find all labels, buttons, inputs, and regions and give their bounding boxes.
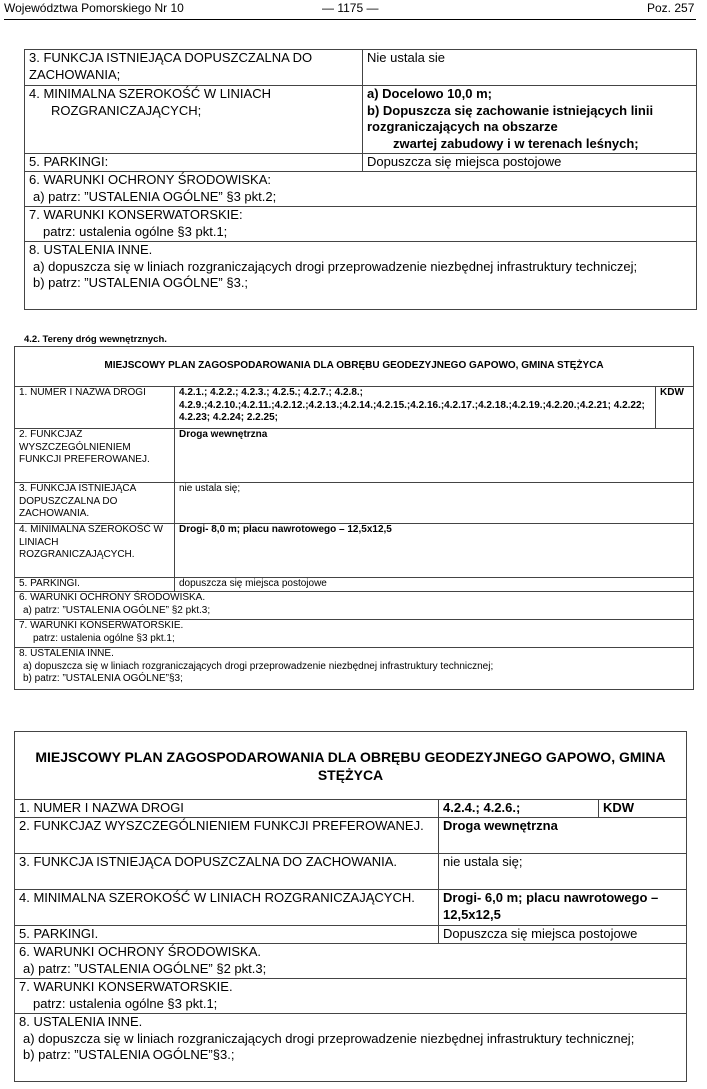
t2-row6-line2: a) patrz: ”USTALENIA OGÓLNE” §2 pkt.3; <box>23 604 211 616</box>
t2-row6-line1: 6. WARUNKI OCHRONY ŚRODOWISKA. <box>19 592 206 603</box>
t3-row2-label: 2. FUNKCJAZ WYSZCZEGÓLNIENIEM FUNKCJI PREFEROWANEJ. <box>15 818 439 854</box>
t3-row2-value: Droga wewnętrzna <box>439 818 687 854</box>
t2-row6 <box>15 592 694 620</box>
row3-label: 3. FUNKCJA ISTNIEJĄCA DOPUSZCZALNA DO ZACHOWANIA; <box>25 50 363 86</box>
road-table-3 <box>14 731 687 1082</box>
t3-row8 <box>15 1014 687 1082</box>
t3-row8-line1: 8. USTALENIA INNE. <box>19 1014 143 1029</box>
row6-line2: a) patrz: ”USTALENIA OGÓLNE” §3 pkt.2; <box>33 188 277 204</box>
row5-value: Dopuszcza się miejsca postojowe <box>363 154 697 172</box>
table3-title: MIEJSCOWY PLAN ZAGOSPODAROWANIA DLA OBRĘBU GEODEZYJNEGO GAPOWO, GMINA STĘŻYCA <box>15 732 687 800</box>
row4-label-line2: ROZGRANICZAJĄCYCH; <box>51 102 202 118</box>
t3-row7 <box>15 979 687 1014</box>
table2-title: MIEJSCOWY PLAN ZAGOSPODAROWANIA DLA OBRĘBU GEODEZYJNEGO GAPOWO, GMINA STĘŻYCA <box>15 347 694 387</box>
t2-row8-line1: 8. USTALENIA INNE. <box>19 648 114 659</box>
section-caption: 4.2. Tereny dróg wewnętrznych. <box>24 334 167 345</box>
t2-row1-label: 1. NUMER I NAZWA DROGI <box>15 387 175 429</box>
t3-row6-line1: 6. WARUNKI OCHRONY ŚRODOWISKA. <box>19 944 261 959</box>
position-number: Poz. 257 <box>647 1 695 15</box>
t2-row1-value: 4.2.1.; 4.2.2.; 4.2.3.; 4.2.5.; 4.2.7.; 4.2.8.; 4.2.9.;4.2.10.;4.2.11.;4.2.12.;4.2.13.;4.2.14.;4.2.15.;4.2.16.;4.2.17.;4.2.18.;4.2.19.;4.2.20.;4.2.21; 4.2.22; 4.2.23; 4.2.24; 2.2.25; <box>175 387 656 429</box>
t2-row4-label: 4. MINIMALNA SZEROKOŚĆ W LINIACH ROZGRANICZAJĄCYCH. <box>15 524 175 578</box>
row8-line3: b) patrz: ”USTALENIA OGÓLNE” §3.; <box>33 275 249 290</box>
t3-row7-line1: 7. WARUNKI KONSERWATORSKIE. <box>19 979 233 994</box>
row4-value-b: b) Dopuszcza się zachowanie istniejących linii rozgraniczających na obszarze <box>367 102 654 134</box>
t3-row4-label: 4. MINIMALNA SZEROKOŚĆ W LINIACH ROZGRANICZAJĄCYCH. <box>15 890 439 926</box>
t3-row6 <box>15 944 687 979</box>
row4-label <box>25 86 363 154</box>
row4-value-a: a) Docelowo 10,0 m; <box>367 86 492 101</box>
journal-name: Województwa Pomorskiego Nr 10 <box>4 1 184 15</box>
row4-value-c: zwartej zabudowy i w terenach leśnych; <box>393 135 639 151</box>
t2-row4-value: Drogi- 8,0 m; placu nawrotowego – 12,5x12,5 <box>175 524 694 578</box>
t3-row4-value: Drogi- 6,0 m; placu nawrotowego – 12,5x12,5 <box>439 890 687 926</box>
header-rule <box>4 19 696 20</box>
t2-row5-label: 5. PARKINGI. <box>15 578 175 592</box>
t3-row5-label: 5. PARKINGI. <box>15 926 439 944</box>
t3-row6-line2: a) patrz: ”USTALENIA OGÓLNE” §2 pkt.3; <box>23 960 267 976</box>
row6-line1: 6. WARUNKI OCHRONY ŚRODOWISKA: <box>29 172 271 187</box>
row4-label-line1: 4. MINIMALNA SZEROKOŚĆ W LINIACH <box>29 86 271 101</box>
t2-row8 <box>15 648 694 690</box>
t3-row3-value: nie ustala się; <box>439 854 687 890</box>
t3-row1-value: 4.2.4.; 4.2.6.; <box>439 800 599 818</box>
t2-row8-line2: a) dopuszcza się w liniach rozgraniczających drogi przeprowadzenie niezbędnej infrastruktury technicznej; <box>23 660 494 672</box>
row7-line1: 7. WARUNKI KONSERWATORSKIE: <box>29 207 243 222</box>
page-number: — 1175 — <box>322 1 379 15</box>
t3-row3-label: 3. FUNKCJA ISTNIEJĄCA DOPUSZCZALNA DO ZACHOWANIA. <box>15 854 439 890</box>
t2-row2-value: Droga wewnętrzna <box>175 429 694 483</box>
t2-row8-line3: b) patrz: ”USTALENIA OGÓLNE”§3; <box>23 673 183 684</box>
row7 <box>25 207 697 242</box>
row4-value <box>363 86 697 154</box>
row8-line2: a) dopuszcza się w liniach rozgraniczających drogi przeprowadzenie niezbędnej infrastruktury techniczej; <box>33 258 638 274</box>
road-table-2 <box>14 346 694 690</box>
row8 <box>25 242 697 310</box>
t2-row7-line2: patrz: ustalenia ogólne §3 pkt.1; <box>33 632 175 644</box>
row5-label: 5. PARKINGI: <box>25 154 363 172</box>
t2-row7 <box>15 620 694 648</box>
t2-row2-label: 2. FUNKCJAZ WYSZCZEGÓLNIENIEM FUNKCJI PREFEROWANEJ. <box>15 429 175 483</box>
t2-row3-value: nie ustala się; <box>175 483 694 524</box>
row7-line2: patrz: ustalenia ogólne §3 pkt.1; <box>43 223 228 239</box>
t2-row5-value: dopuszcza się miejsca postojowe <box>175 578 694 592</box>
t3-row5-value: Dopuszcza się miejsca postojowe <box>439 926 687 944</box>
t3-row8-line3: b) patrz: ”USTALENIA OGÓLNE”§3.; <box>23 1047 235 1062</box>
t2-row7-line1: 7. WARUNKI KONSERWATORSKIE. <box>19 620 184 631</box>
t2-row1-code: KDW <box>656 387 694 429</box>
road-table-1 <box>24 49 697 310</box>
row3-value: Nie ustala sie <box>363 50 697 86</box>
page-header <box>0 0 707 22</box>
t3-row1-code: KDW <box>599 800 687 818</box>
t2-row3-label: 3. FUNKCJA ISTNIEJĄCA DOPUSZCZALNA DO ZACHOWANIA. <box>15 483 175 524</box>
row8-line1: 8. USTALENIA INNE. <box>29 242 153 257</box>
t3-row7-line2: patrz: ustalenia ogólne §3 pkt.1; <box>33 995 218 1011</box>
t3-row8-line2: a) dopuszcza się w liniach rozgraniczających drogi przeprowadzenie niezbędnej infrastruktury technicznej; <box>23 1030 635 1046</box>
row6 <box>25 172 697 207</box>
t3-row1-label: 1. NUMER I NAZWA DROGI <box>15 800 439 818</box>
